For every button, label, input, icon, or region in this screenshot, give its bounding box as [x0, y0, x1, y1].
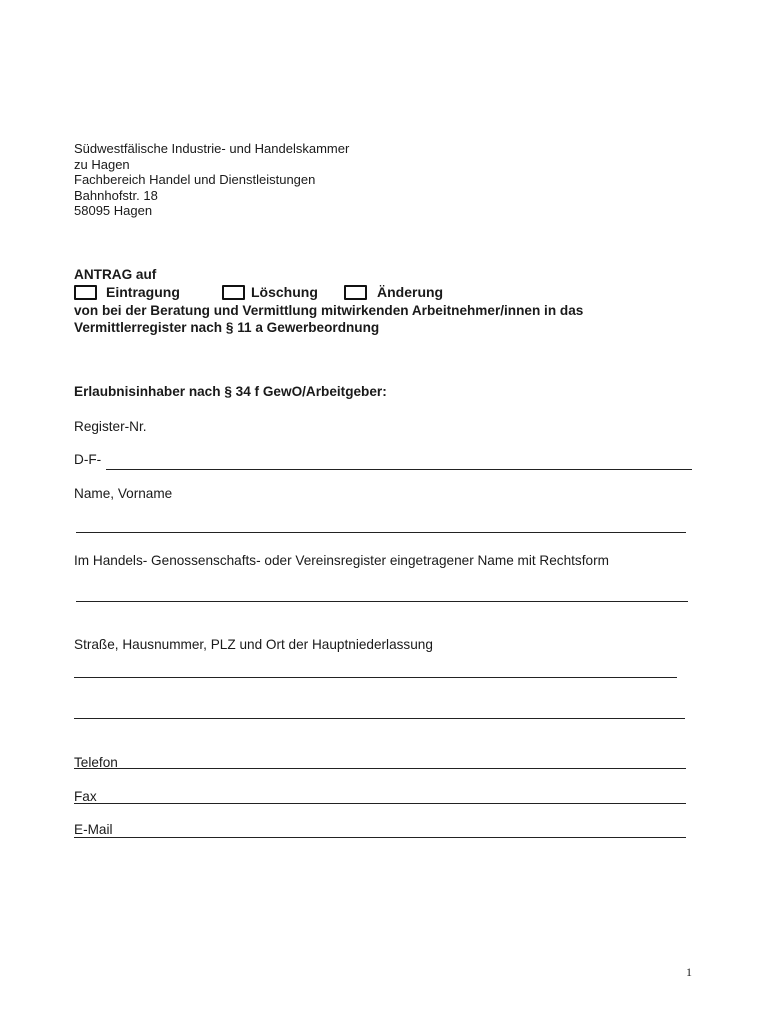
email-label: E-Mail [74, 822, 113, 837]
registered-name-input-line[interactable] [76, 601, 688, 602]
addressee-line: Bahnhofstr. 18 [74, 187, 158, 203]
option-eintragung[interactable] [74, 284, 180, 300]
address-label: Straße, Hausnummer, PLZ und Ort der Hauptniederlassung [74, 637, 433, 652]
addressee-line: zu Hagen [74, 156, 130, 172]
addressee-line: Fachbereich Handel und Dienstleistungen [74, 172, 316, 188]
register-nr-label: Register-Nr. [74, 419, 147, 434]
option-loeschung[interactable] [222, 284, 318, 300]
register-prefix: D-F- [74, 452, 102, 467]
section-heading: Erlaubnisinhaber nach § 34 f GewO/Arbeitgeber: [74, 384, 387, 399]
addressee-block [74, 141, 349, 219]
page-number: 1 [686, 965, 692, 979]
fax-input-line[interactable] [74, 803, 686, 804]
application-subtitle [74, 302, 714, 336]
subtitle-line: von bei der Beratung und Vermittlung mitwirkenden Arbeitnehmer/innen in das [74, 303, 584, 318]
register-nr-input-line[interactable] [106, 469, 692, 470]
subtitle-line: Vermittlerregister nach § 11 a Gewerbeordnung [74, 320, 380, 335]
email-input-line[interactable] [74, 837, 686, 838]
aenderung-checkbox[interactable] [344, 285, 367, 300]
address-input-line-1[interactable] [74, 677, 677, 678]
address-input-line-2[interactable] [74, 718, 685, 719]
eintragung-checkbox[interactable] [74, 285, 97, 300]
phone-input-line[interactable] [74, 768, 686, 769]
loeschung-checkbox[interactable] [222, 285, 245, 300]
name-input-line[interactable] [76, 532, 686, 533]
option-label: Änderung [377, 284, 444, 300]
name-label: Name, Vorname [74, 486, 173, 501]
phone-label: Telefon [74, 755, 118, 770]
option-aenderung[interactable] [344, 284, 443, 300]
fax-label: Fax [74, 789, 97, 804]
registered-name-label: Im Handels- Genossenschafts- oder Vereinsregister eingetragener Name mit Rechtsform [74, 553, 609, 568]
addressee-line: 58095 Hagen [74, 203, 153, 219]
addressee-line: Südwestfälische Industrie- und Handelskammer [74, 141, 350, 156]
application-title: ANTRAG auf [74, 267, 157, 282]
option-label: Eintragung [106, 284, 180, 300]
option-label: Löschung [251, 284, 318, 300]
